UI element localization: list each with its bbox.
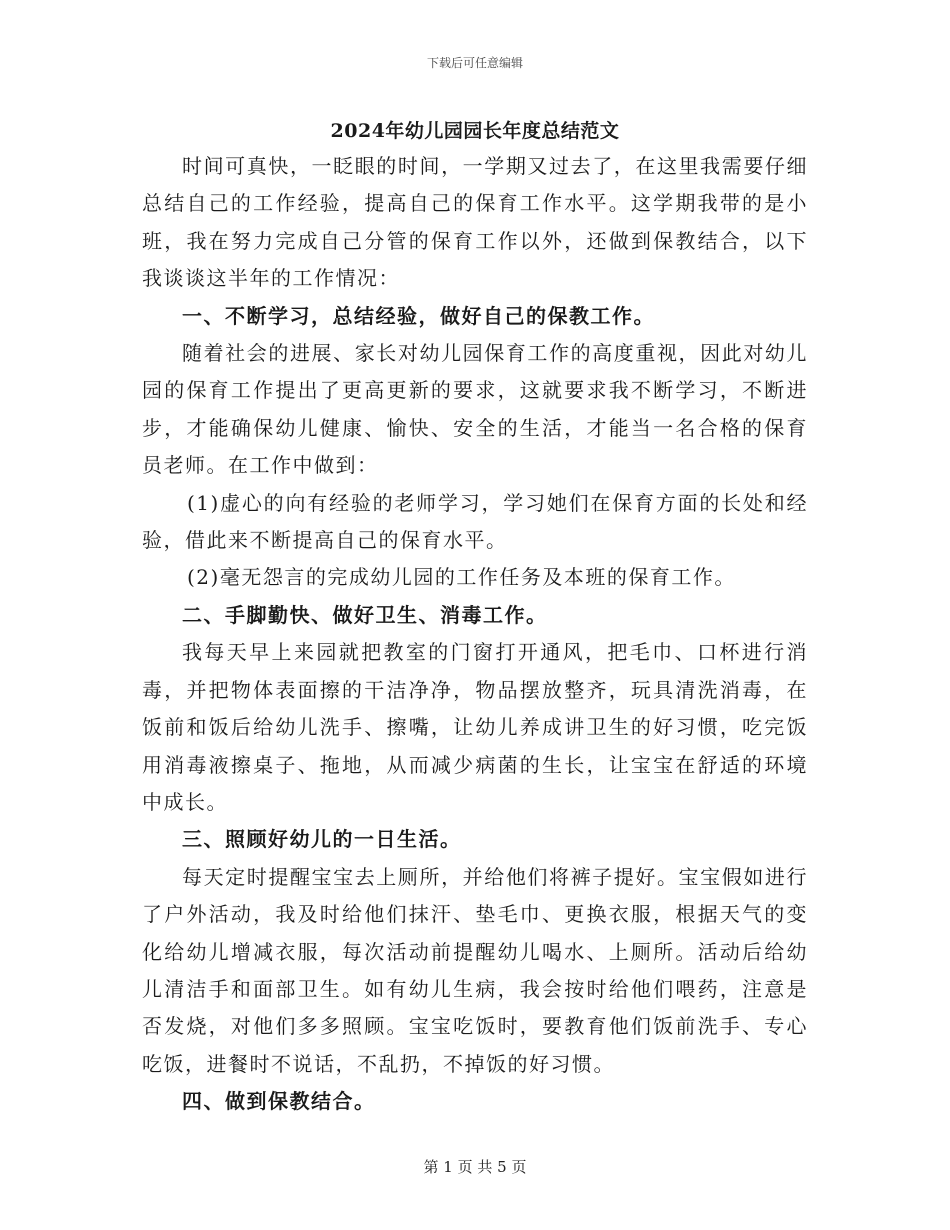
document-body: [142, 148, 808, 1121]
document-title: 2024年幼儿园园长年度总结范文: [330, 120, 620, 142]
paragraph-section-1: 随着社会的进展、家长对幼儿园保育工作的高度重视，因此对幼儿园的保育工作提出了更高更新的要求，这就要求我不断学习，不断进步，才能确保幼儿健康、愉快、安全的生活，才能当一名合格的保育员老师。在工作中做到：: [142, 341, 808, 478]
list-item-2: (2)毫无怨言的完成幼儿园的工作任务及本班的保育工作。: [187, 565, 736, 590]
section-heading-1: 一、不断学习，总结经验，做好自己的保教工作。: [182, 303, 655, 328]
page-number: 第 1 页 共 5 页: [423, 1158, 527, 1176]
section-heading-3: 三、照顾好幼儿的一日生活。: [182, 827, 462, 852]
paragraph-section-2: 我每天早上来园就把教室的门窗打开通风，把毛巾、口杯进行消毒，并把物体表面擦的干洁净净，物品摆放整齐，玩具清洗消毒，在饭前和饭后给幼儿洗手、擦嘴，让幼儿养成讲卫生的好习惯，吃完饭用消毒液擦桌子、拖地，从而减少病菌的生长，让宝宝在舒适的环境中成长。: [142, 640, 808, 814]
paragraph-section-3: 每天定时提醒宝宝去上厕所，并给他们将裤子提好。宝宝假如进行了户外活动，我及时给他们抹汗、垫毛巾、更换衣服，根据天气的变化给幼儿增减衣服，每次活动前提醒幼儿喝水、上厕所。活动后给幼儿清洁手和面部卫生。如有幼儿生病，我会按时给他们喂药，注意是否发烧，对他们多多照顾。宝宝吃饭时，要教育他们饭前洗手、专心吃饭，进餐时不说话，不乱扔，不掉饭的好习惯。: [142, 864, 808, 1076]
section-heading-2: 二、手脚勤快、做好卫生、消毒工作。: [182, 602, 548, 627]
paragraph-intro: 时间可真快，一眨眼的时间，一学期又过去了，在这里我需要仔细总结自己的工作经验，提高自己的保育工作水平。这学期我带的是小班，我在努力完成自己分管的保育工作以外，还做到保教结合，以下我谈谈这半年的工作情况：: [142, 154, 808, 291]
section-heading-4: 四、做到保教结合。: [182, 1089, 376, 1114]
list-item-1: (1)虚心的向有经验的老师学习，学习她们在保育方面的长处和经验，借此来不断提高自己的保育水平。: [142, 490, 808, 553]
header-note: 下载后可任意编辑: [426, 56, 523, 70]
